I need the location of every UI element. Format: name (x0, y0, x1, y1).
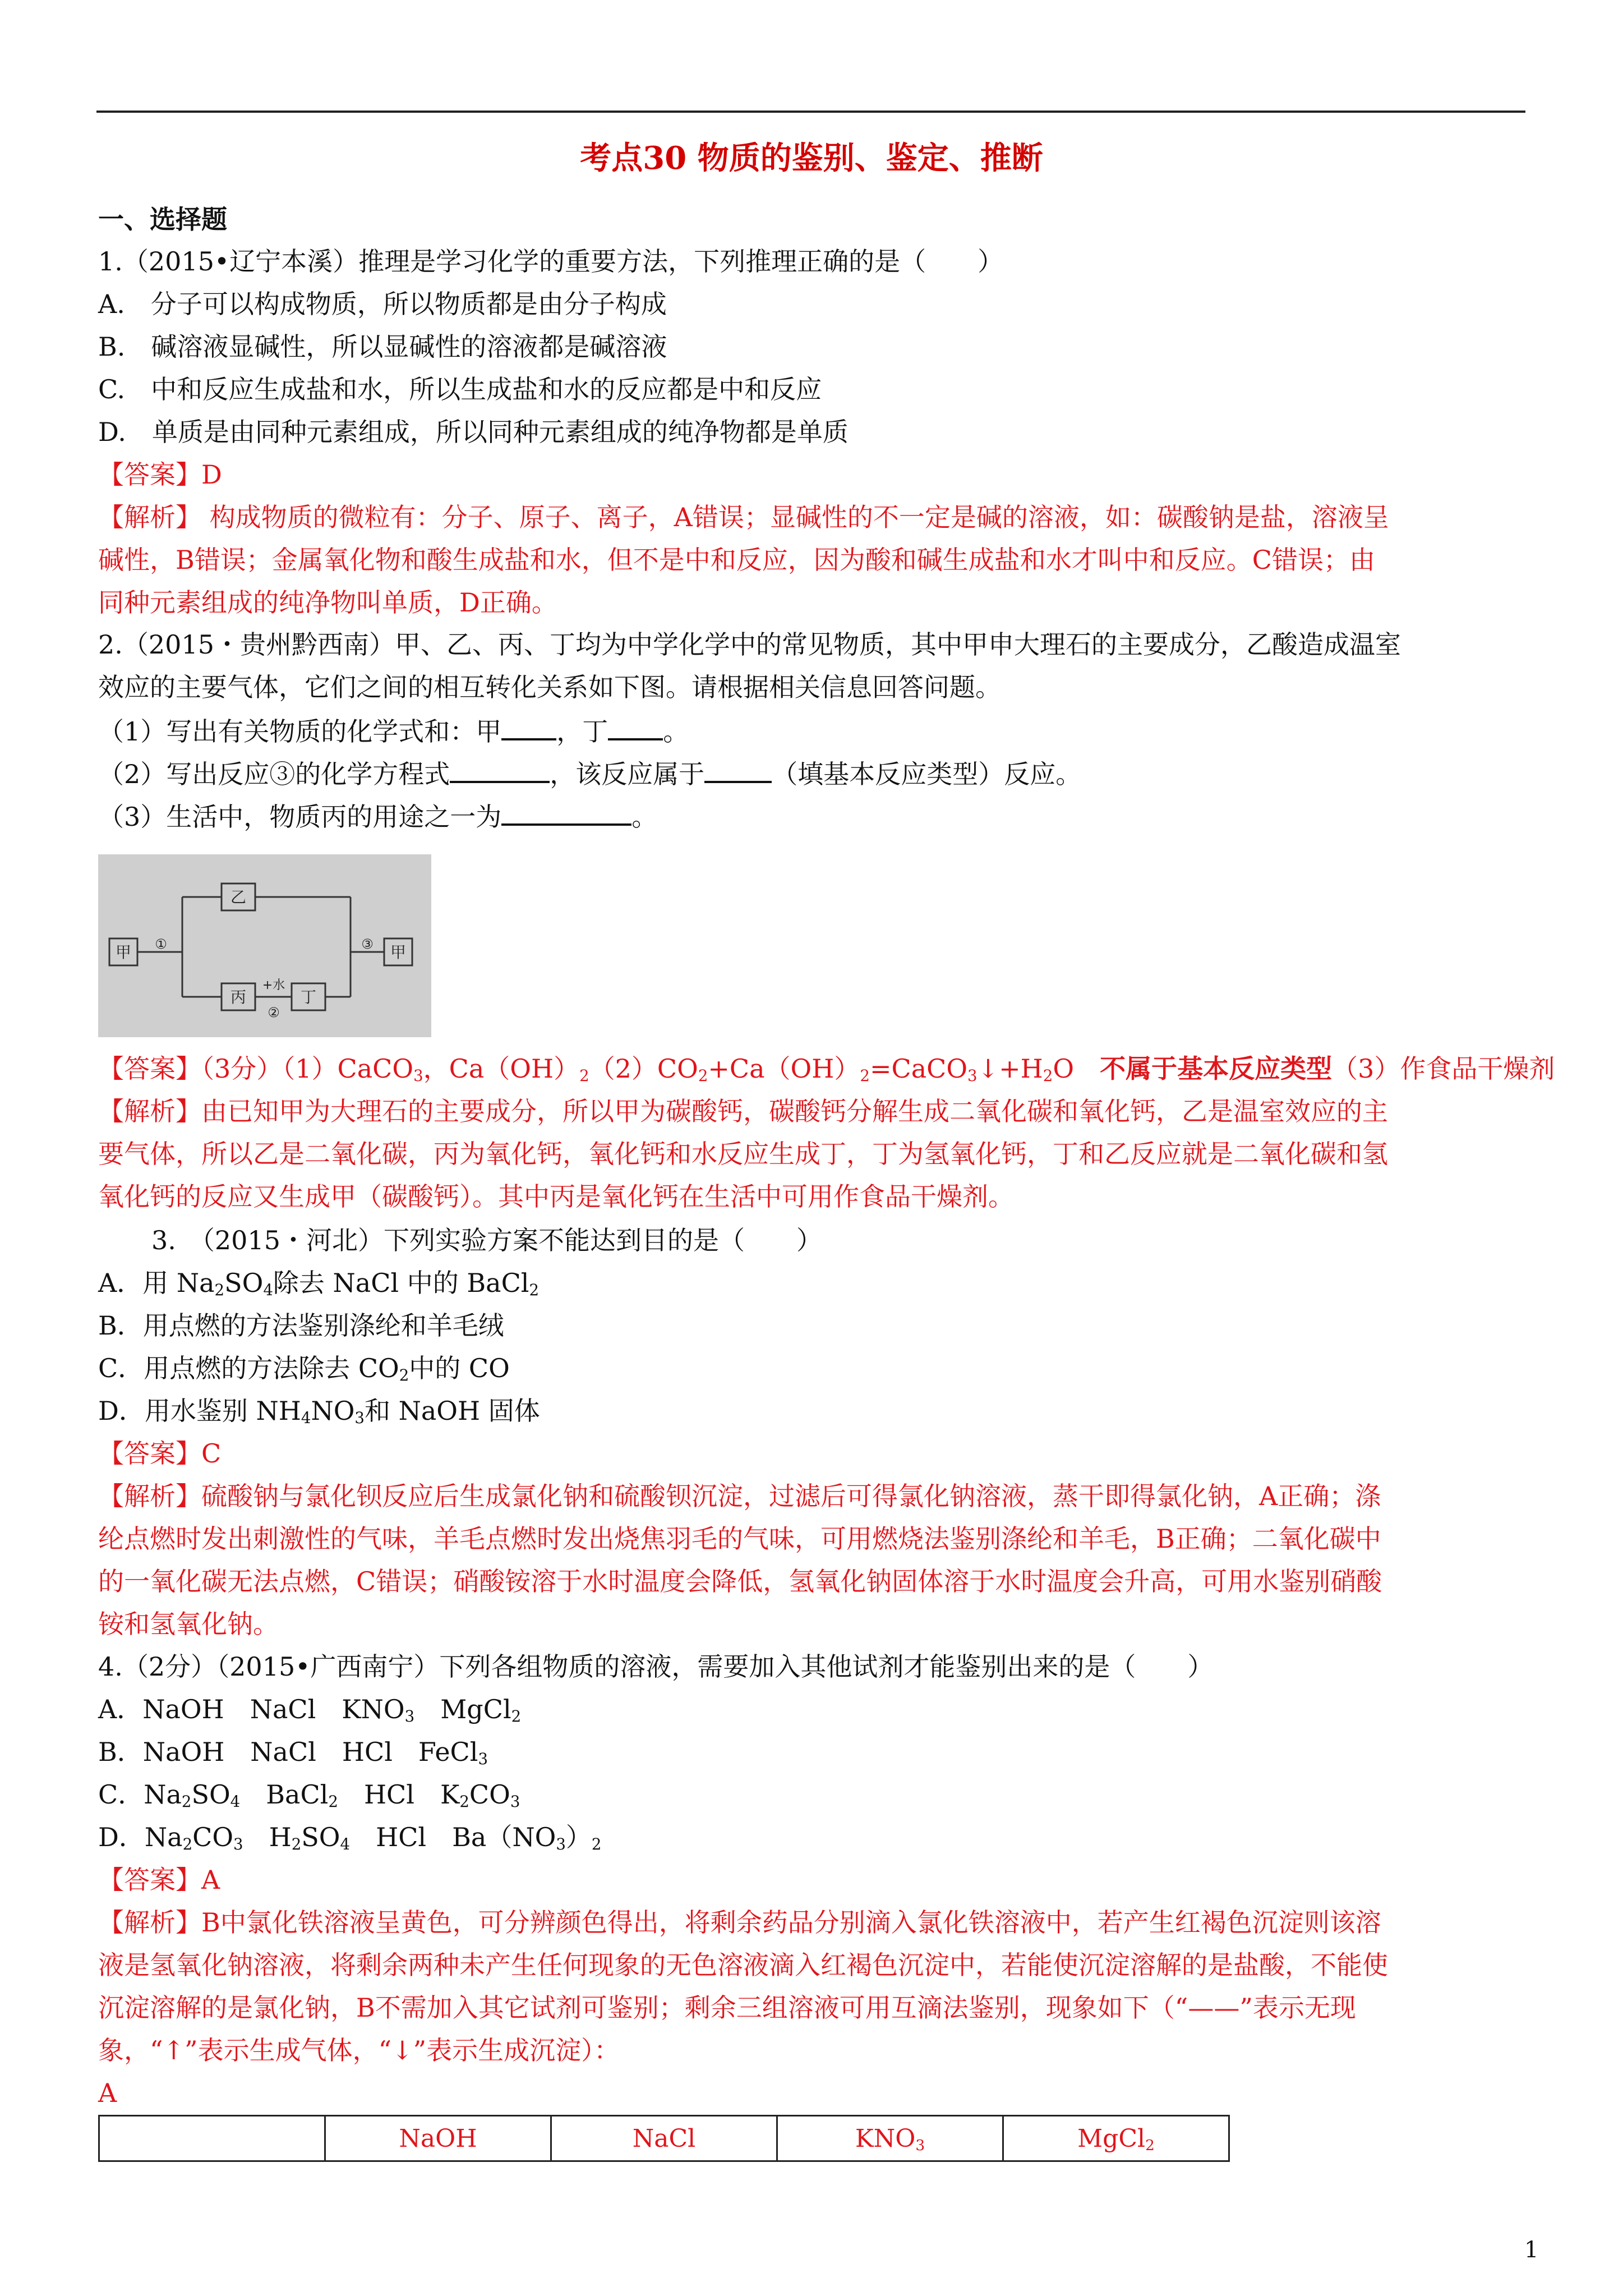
subscript: 2 (1145, 2136, 1155, 2154)
q3-option-b: B．用点燃的方法鉴别涤纶和羊毛绒 (98, 1310, 504, 1341)
subscript: 2 (1043, 1066, 1053, 1085)
explanation-tag: 【解析】 (98, 1096, 201, 1126)
q1-explanation-3: 同种元素组成的纯净物叫单质，D正确。 (98, 587, 557, 618)
subscript: 2 (291, 1835, 302, 1853)
text: 中的 CO (409, 1353, 510, 1383)
text: （填基本反应类型）反应。 (772, 759, 1082, 789)
text: SO (301, 1822, 340, 1852)
answer-text: （2）CO (589, 1053, 698, 1084)
subscript: 2 (328, 1792, 338, 1811)
answer-bold-text: 不属于基本反应类型 (1100, 1053, 1332, 1084)
subscript: 3 (404, 1707, 415, 1726)
q4-explanation-4: 象，“↑”表示生成气体，“↓”表示生成沉淀）： (98, 2035, 620, 2065)
text: MgCl (414, 1694, 511, 1724)
text: A．NaOH NaCl KNO (98, 1694, 405, 1724)
q2-explanation-3: 氧化钙的反应又生成甲（碳酸钙）。其中丙是氧化钙在生活中可用作食品干燥剂。 (98, 1181, 1014, 1212)
blank (450, 758, 550, 783)
top-rule (96, 111, 1525, 113)
subscript: 3 (556, 1835, 566, 1853)
q1-answer (98, 461, 222, 489)
subscript: 3 (478, 1750, 488, 1768)
answer-value: C (201, 1438, 222, 1469)
text: H (243, 1822, 292, 1852)
q4-option-d (98, 1823, 601, 1852)
text: C．用点燃的方法除去 CO (98, 1353, 399, 1383)
q1-explanation-2: 碱性，B错误；金属氧化物和酸生成盐和水，但不是中和反应，因为酸和碱生成盐和水才叫中和反应。C错误；由 (98, 545, 1375, 575)
subscript: 2 (182, 1835, 193, 1853)
subscript: 3 (915, 2136, 925, 2154)
answer-text: O (1053, 1053, 1100, 1084)
table-header-cell (551, 2116, 777, 2161)
q2-explanation-1 (98, 1097, 1388, 1126)
step-1-label: ① (155, 936, 167, 952)
subscript: 2 (860, 1066, 870, 1085)
explanation-text: 构成物质的微粒有：分子、原子、离子，A错误；显碱性的不一定是碱的溶液，如：碳酸钠是盐，溶液呈 (201, 502, 1389, 532)
subscript: 2 (698, 1066, 708, 1085)
subscript: 2 (511, 1707, 522, 1726)
subscript: 3 (233, 1835, 243, 1853)
text: CO (192, 1822, 234, 1852)
answer-text: （3）作食品干燥剂 (1332, 1053, 1555, 1084)
text: （3）生活中，物质丙的用途之一为 (98, 802, 502, 832)
header-text: NaCl (632, 2124, 696, 2153)
table-header-cell (1003, 2116, 1229, 2161)
blank (608, 716, 663, 740)
explanation-text: 由已知甲为大理石的主要成分，所以甲为碳酸钙，碳酸钙分解生成二氧化碳和氧化钙，乙是温室效应的主 (201, 1096, 1388, 1126)
step-2-label: ② (268, 1005, 280, 1020)
blank (704, 758, 772, 783)
text: SO (224, 1268, 264, 1298)
subscript: 2 (579, 1066, 589, 1085)
text: ，丁 (556, 716, 608, 747)
answer-tag: 【答案】 (98, 1438, 201, 1469)
subscript: 4 (340, 1835, 351, 1853)
explanation-tag: 【解析】 (98, 502, 201, 532)
q3-option-a (98, 1269, 539, 1297)
subscript: 2 (214, 1281, 225, 1299)
subscript: 2 (591, 1835, 602, 1853)
explanation-text: 硫酸钠与氯化钡反应后生成氯化钠和硫酸钡沉淀，过滤后可得氯化钠溶液，蒸干即得氯化钠，A正确；涤 (201, 1481, 1381, 1511)
answer-value: D (201, 459, 222, 490)
q4-answer (98, 1866, 220, 1894)
table-header-cell (325, 2116, 551, 2161)
explanation-tag: 【解析】 (98, 1907, 201, 1938)
answer-tag: 【答案】 (98, 1865, 201, 1895)
q1-option-a: A. 分子可以构成物质，所以物质都是由分子构成 (98, 289, 667, 319)
blank (501, 716, 556, 740)
table-header-cell (777, 2116, 1003, 2161)
page-number: 1 (1524, 2237, 1539, 2263)
answer-text: （3分）（1）CaCO (201, 1053, 414, 1084)
q2-part-3 (98, 801, 657, 831)
subscript: 2 (529, 1281, 540, 1299)
header-text: NaOH (399, 2124, 477, 2153)
q2-explanation-2: 要气体，所以乙是二氧化碳，丙为氧化钙，氧化钙和水反应生成丁，丁为氢氧化钙，丁和乙反应就是二氧化碳和氢 (98, 1139, 1388, 1169)
subscript: 4 (230, 1792, 241, 1811)
table-cell-corner (99, 2116, 325, 2161)
page-title: 考点30 物质的鉴别、鉴定、推断 (580, 140, 1043, 177)
text: CO (469, 1779, 510, 1810)
subscript: 3 (354, 1409, 365, 1427)
q3-explanation-2: 纶点燃时发出刺激性的气味，羊毛点燃时发出烧焦羽毛的气味，可用燃烧法鉴别涤纶和羊毛，B正确；二氧化碳中 (98, 1524, 1381, 1554)
text: ） (565, 1822, 592, 1852)
q2-answer (98, 1055, 1555, 1083)
text: （1）写出有关物质的化学式和：甲 (98, 716, 502, 747)
answer-value: A (201, 1865, 220, 1895)
text: 。 (631, 802, 658, 832)
explanation-text: B中氯化铁溶液呈黄色，可分辨颜色得出，将剩余药品分别滴入氯化铁溶液中，若产生红褐色沉淀则该溶 (201, 1907, 1381, 1938)
text: SO (191, 1779, 230, 1810)
table-header-row (99, 2116, 1229, 2161)
text: C．Na (98, 1779, 182, 1810)
subscript: 3 (413, 1066, 423, 1085)
text: （2）写出反应③的化学方程式 (98, 759, 450, 789)
q4-option-b (98, 1738, 488, 1766)
q2-stem-2: 效应的主要气体，它们之间的相互转化关系如下图。请根据相关信息回答问题。 (98, 672, 1001, 702)
q4-explanation-1 (98, 1908, 1381, 1937)
node-jia-right-label: 甲 (390, 943, 407, 961)
q3-option-c (98, 1354, 510, 1383)
answer-text: ，Ca（OH） (423, 1053, 580, 1084)
answer-tag: 【答案】 (98, 459, 201, 490)
subscript: 3 (510, 1792, 520, 1811)
step-3-label: ③ (361, 936, 374, 952)
water-label: +水 (262, 978, 285, 992)
q1-option-d: D. 单质是由同种元素组成，所以同种元素组成的纯净物都是单质 (98, 417, 849, 447)
q4-table-label: A (98, 2078, 117, 2108)
answer-text: =CaCO (869, 1053, 968, 1084)
q3-stem: 3. （2015・河北）下列实验方案不能达到目的是（ ） (151, 1225, 822, 1255)
text: 除去 NaCl 中的 BaCl (273, 1268, 529, 1298)
text: A．用 Na (98, 1268, 215, 1298)
reaction-diagram (98, 854, 431, 1037)
reaction-table (98, 2115, 1230, 2162)
q3-answer (98, 1439, 221, 1468)
text: HCl Ba（NO (350, 1822, 556, 1852)
q4-option-a (98, 1695, 521, 1724)
header-text: KNO (855, 2124, 916, 2153)
text: BaCl (240, 1779, 329, 1810)
q4-explanation-2: 液是氢氧化钠溶液，将剩余两种未产生任何现象的无色溶液滴入红褐色沉淀中，若能使沉淀溶解的是盐酸，不能使 (98, 1950, 1388, 1980)
q3-explanation-1 (98, 1482, 1381, 1511)
q3-explanation-4: 铵和氢氧化钠。 (98, 1609, 279, 1639)
q4-stem: 4.（2分）（2015•广西南宁）下列各组物质的溶液，需要加入其他试剂才能鉴别出来的是（ ） (98, 1651, 1214, 1682)
q1-option-b: B. 碱溶液显碱性，所以显碱性的溶液都是碱溶液 (98, 332, 667, 362)
subscript: 2 (181, 1792, 192, 1811)
q1-explanation-1 (98, 503, 1389, 532)
answer-tag: 【答案】 (98, 1053, 201, 1084)
explanation-tag: 【解析】 (98, 1481, 201, 1511)
q1-stem: 1.（2015•辽宁本溪）推理是学习化学的重要方法，下列推理正确的是（ ） (98, 246, 1004, 277)
subscript: 4 (263, 1281, 273, 1299)
q2-part-1 (98, 716, 689, 746)
q3-explanation-3: 的一氧化碳无法点燃，C错误；硝酸铵溶于水时温度会降低，氢氧化钠固体溶于水时温度会升高，可用水鉴别硝酸 (98, 1566, 1382, 1596)
text: HCl K (338, 1779, 460, 1810)
q3-option-d (98, 1397, 540, 1425)
node-bing-label: 丙 (230, 988, 247, 1006)
text: 。 (663, 716, 689, 747)
subscript: 2 (459, 1792, 469, 1811)
reaction-diagram-figure (98, 854, 431, 1037)
section-heading: 一、选择题 (98, 204, 227, 234)
node-jia-label: 甲 (115, 943, 132, 961)
node-yi-label: 乙 (230, 888, 247, 907)
answer-text: ↓+H (977, 1053, 1043, 1084)
q4-option-c (98, 1780, 520, 1809)
blank (501, 801, 631, 826)
text: D．用水鉴别 NH (98, 1396, 301, 1426)
subscript: 4 (301, 1409, 311, 1427)
text: 和 NaOH 固体 (364, 1396, 540, 1426)
subscript: 2 (399, 1366, 409, 1384)
node-ding-label: 丁 (300, 988, 317, 1006)
q4-explanation-3: 沉淀溶解的是氯化钠，B不需加入其它试剂可鉴别；剩余三组溶液可用互滴法鉴别，现象如下（“——”表示无现 (98, 1993, 1356, 2023)
q2-part-2 (98, 758, 1081, 789)
answer-text: +Ca（OH） (708, 1053, 860, 1084)
header-text: MgCl (1077, 2124, 1146, 2153)
text: ，该反应属于 (550, 759, 705, 789)
text: D．Na (98, 1822, 183, 1852)
q1-option-c: C. 中和反应生成盐和水，所以生成盐和水的反应都是中和反应 (98, 374, 822, 404)
q2-stem-1: 2.（2015・贵州黔西南）甲、乙、丙、丁均为中学化学中的常见物质，其中甲申大理石的主要成分，乙酸造成温室 (98, 629, 1401, 660)
subscript: 3 (967, 1066, 978, 1085)
text: B．NaOH NaCl HCl FeCl (98, 1737, 478, 1767)
text: NO (311, 1396, 355, 1426)
